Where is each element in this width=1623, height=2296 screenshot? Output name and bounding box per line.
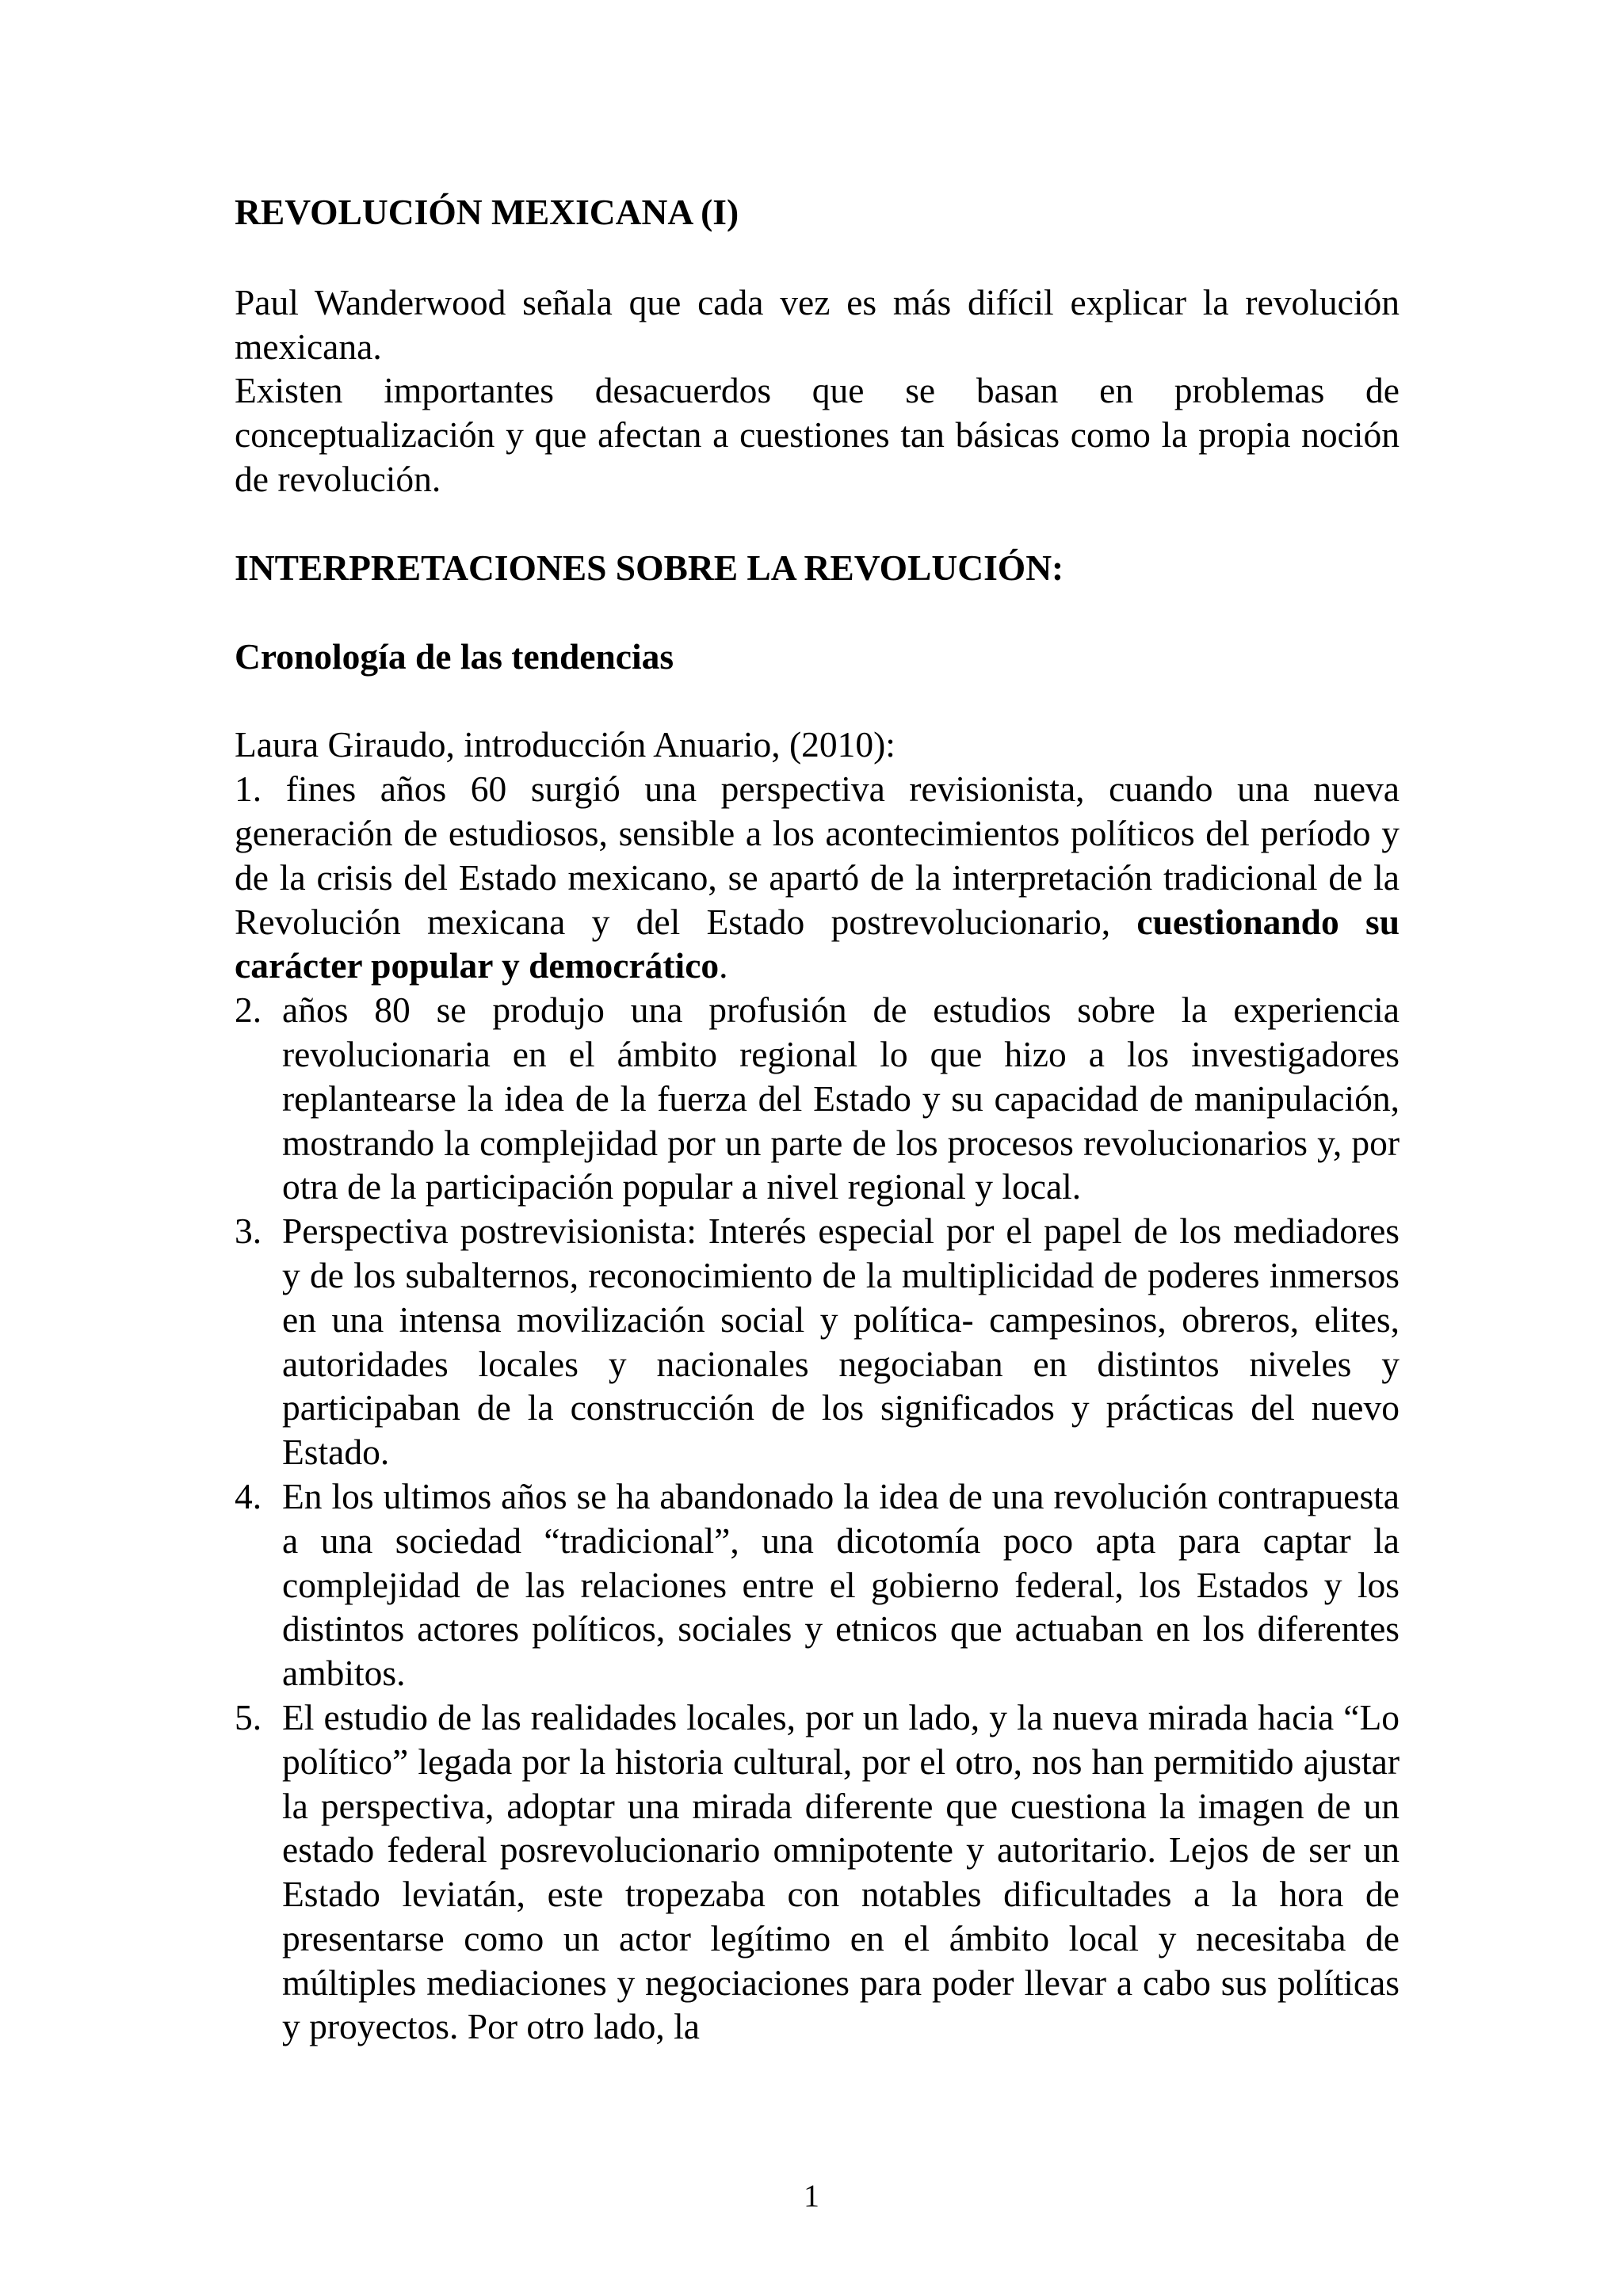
page-number: 1	[804, 2178, 819, 2214]
list-item-bold-text: cuestionando su carácter popular y democrático	[235, 901, 1400, 986]
list-item-text: fines años 60 surgió una perspectiva revisionista, cuando una nueva generación de estudiosos, sensible a los acontecimientos políticos del período y de la crisis del Estado mexicano, se apartó de la interpretación tradicional de la Revolución mexicana y del Estado postrevolucionario,	[235, 769, 1400, 942]
list-item-3	[235, 1209, 1400, 1474]
list-item-text: En los ultimos años se ha abandonado la idea de una revolución contrapuesta a una sociedad “tradicional”, una dicotomía poco apta para captar la complejidad de las relaciones entre el gobierno federal, los Estados y los distintos actores políticos, sociales y etnicos que actuaban en los diferentes ambitos.	[282, 1475, 1400, 1694]
intro-paragraph-1: Paul Wanderwood señala que cada vez es más difícil explicar la revolución mexicana.	[235, 281, 1400, 367]
list-item-number: 5.	[235, 1696, 262, 1737]
page-title: REVOLUCIÓN MEXICANA (I)	[235, 192, 739, 232]
list-item-tail: .	[719, 945, 728, 986]
list-item-text: años 80 se produjo una profusión de estudios sobre la experiencia revolucionaria en el ámbito regional lo que hizo a los investigadores replantearse la idea de la fuerza del Estado y su capacidad de manipulación, mostrando la complejidad por un parte de los procesos revolucionarios y, por otra de la participación popular a nivel regional y local.	[282, 990, 1400, 1207]
document-body	[235, 190, 1400, 2049]
intro-paragraph-2: Existen importantes desacuerdos que se basan en problemas de conceptualización y que afectan a cuestiones tan básicas como la propia noción de revolución.	[235, 370, 1400, 499]
list-item-number: 4.	[235, 1475, 262, 1516]
section-heading: INTERPRETACIONES SOBRE LA REVOLUCIÓN:	[235, 547, 1064, 588]
subsection-heading: Cronología de las tendencias	[235, 635, 674, 677]
list-item-number: 3.	[235, 1211, 262, 1252]
list-item-4	[235, 1474, 1400, 1695]
source-line: Laura Giraudo, introducción Anuario, (2010):	[235, 724, 896, 765]
list-item-5	[235, 1695, 1400, 2049]
list-item-text: El estudio de las realidades locales, por un lado, y la nueva mirada hacia “Lo político” legada por la historia cultural, por el otro, nos han permitido ajustar la perspectiva, adoptar una mirada diferente que cuestiona la imagen de un estado federal posrevolucionario omnipotente y autoritario. Lejos de ser un Estado leviatán, este tropezaba con notables dificultades a la hora de presentarse como un actor legítimo en el ámbito local y necesitaba de múltiples mediaciones y negociaciones para poder llevar a cabo sus políticas y proyectos. Por otro lado, la	[282, 1696, 1400, 2047]
list-item-number: 2.	[235, 990, 262, 1031]
list-item-number: 1.	[235, 769, 262, 810]
list-item-text: Perspectiva postrevisionista: Interés especial por el papel de los mediadores y de los subalternos, reconocimiento de la multiplicidad de poderes inmersos en una intensa movilización social y política- campesinos, obreros, elites, autoridades locales y nacionales negociaban en distintos niveles y participaban de la construcción de los significados y prácticas del nuevo Estado.	[282, 1211, 1400, 1473]
list-item-1	[235, 767, 1400, 988]
list-item-2	[235, 988, 1400, 1209]
